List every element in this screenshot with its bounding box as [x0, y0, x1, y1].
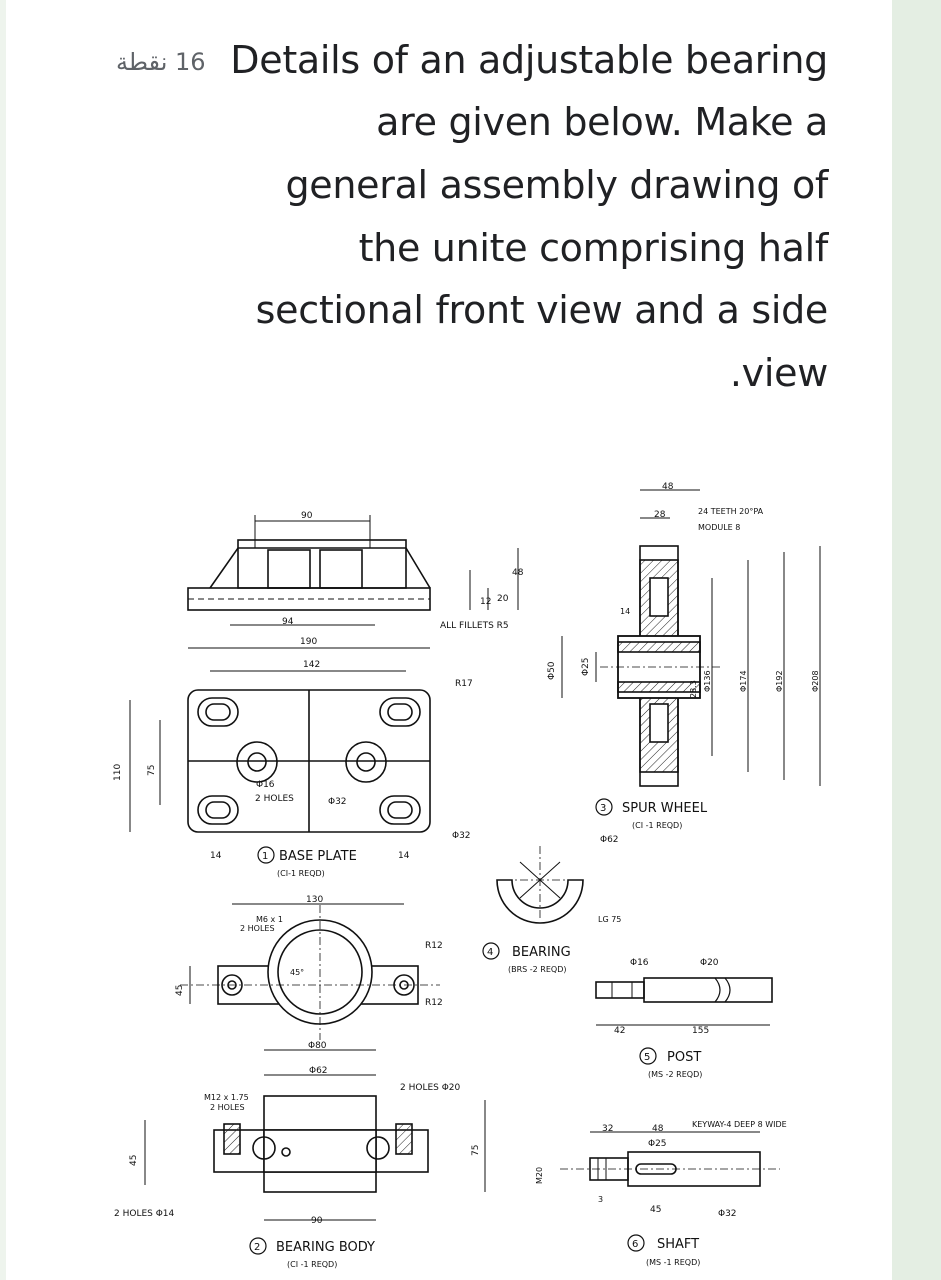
shaft-sub: (MS -1 REQD) — [646, 1258, 701, 1267]
dim-94: 94 — [282, 617, 294, 627]
dim-p136: Φ136 — [703, 670, 712, 692]
dim-p62-b: Φ62 — [600, 835, 619, 845]
dim-r12-b: R12 — [425, 998, 443, 1008]
question-line-5: sectional front view and a side — [255, 288, 828, 332]
dim-12: 12 — [480, 597, 492, 607]
shaft-view — [560, 1132, 780, 1186]
shaft-label: SHAFT — [657, 1237, 700, 1252]
dim-p192: Φ192 — [775, 670, 784, 692]
two-holes-b-note: 2 HOLES — [210, 1103, 245, 1112]
dim-90-b: 90 — [311, 1216, 323, 1226]
dim-28-3: 28.3 — [689, 680, 698, 698]
dim-m20: M20 — [535, 1166, 544, 1184]
module-note: MODULE 8 — [698, 523, 741, 532]
keyway-note: KEYWAY-4 DEEP 8 WIDE — [692, 1120, 787, 1129]
dim-p32-a: Φ32 — [328, 797, 347, 807]
lg-note: LG 75 — [598, 915, 622, 924]
question-line-4: the unite comprising half — [358, 226, 828, 270]
bearing-body-sub: (CI -1 REQD) — [287, 1260, 338, 1269]
spur-wheel-view — [562, 490, 820, 786]
right-margin — [892, 0, 941, 1280]
dim-32-shaft: 32 — [602, 1124, 614, 1134]
dim-14-a: 14 — [210, 851, 222, 861]
spur-wheel-sub: (CI -1 REQD) — [632, 821, 683, 830]
dim-45-a: 45 — [175, 984, 185, 996]
dim-190: 190 — [300, 637, 318, 647]
dim-48-b: 48 — [662, 482, 674, 492]
bearing-body-top-view — [180, 904, 440, 1040]
post-no: 5 — [644, 1052, 651, 1063]
post-label: POST — [667, 1050, 702, 1065]
fillets-note: ALL FILLETS R5 — [440, 621, 509, 631]
base-plate-label: BASE PLATE — [279, 849, 357, 864]
two-holes-note: 2 HOLES — [240, 924, 275, 933]
dim-14-c: 14 — [620, 607, 631, 616]
dim-90-a: 90 — [301, 511, 313, 521]
question-line-1: Details of an adjustable bearing — [230, 38, 828, 82]
dim-48: 48 — [512, 568, 524, 578]
points-label: 16 نقطة — [116, 48, 206, 76]
bearing-sub: (BRS -2 REQD) — [508, 965, 567, 974]
dim-110: 110 — [113, 763, 123, 781]
holes-14-note: 2 HOLES Φ14 — [114, 1209, 175, 1219]
bearing-body-label: BEARING BODY — [276, 1240, 375, 1255]
question-line-6: .view — [729, 351, 828, 395]
dim-p20-a: Φ20 — [700, 958, 719, 968]
bearing-no: 4 — [487, 947, 494, 958]
bearing-label: BEARING — [512, 945, 571, 960]
dim-p16-b: Φ16 — [630, 958, 649, 968]
dim-p32-shaft: Φ32 — [718, 1209, 737, 1219]
dim-45-b: 45 — [129, 1154, 139, 1166]
bearing-part-view — [497, 846, 583, 923]
holes-16-note: 2 HOLES — [255, 794, 294, 804]
dim-75: 75 — [147, 764, 157, 776]
base-plate-top-view — [130, 648, 430, 832]
dim-r12-a: R12 — [425, 941, 443, 951]
question-line-2: are given below. Make a — [376, 100, 828, 144]
dim-45-shaft: 45 — [650, 1205, 662, 1215]
dim-p62-a: Φ62 — [309, 1066, 328, 1076]
dim-p16: Φ16 — [256, 780, 275, 790]
dim-p208: Φ208 — [811, 670, 820, 692]
dim-155: 155 — [692, 1026, 710, 1036]
holes-20-note: 2 HOLES Φ20 — [400, 1083, 461, 1093]
question-line-3: general assembly drawing of — [285, 163, 828, 207]
m6-note: M6 x 1 — [256, 915, 283, 924]
dim-p174: Φ174 — [739, 670, 748, 692]
spur-wheel-label: SPUR WHEEL — [622, 801, 708, 816]
bearing-body-no: 2 — [254, 1242, 261, 1253]
dim-130: 130 — [306, 895, 324, 905]
dim-p32-b: Φ32 — [452, 831, 471, 841]
dim-75-b: 75 — [471, 1144, 481, 1156]
post-view — [596, 978, 772, 1025]
base-plate-sub: (CI-1 REQD) — [277, 869, 325, 878]
angle-note: 45° — [290, 968, 305, 977]
base-plate-front-view — [188, 515, 518, 625]
base-plate-no: 1 — [262, 851, 269, 862]
dim-20: 20 — [497, 594, 509, 604]
spur-wheel-no: 3 — [600, 803, 607, 814]
dim-14-b: 14 — [398, 851, 410, 861]
dim-p80: Φ80 — [308, 1041, 327, 1051]
post-sub: (MS -2 REQD) — [648, 1070, 703, 1079]
dim-142: 142 — [303, 660, 321, 670]
dim-p25-b: Φ25 — [648, 1139, 667, 1149]
dim-48-shaft: 48 — [652, 1124, 664, 1134]
dim-r17: R17 — [455, 679, 473, 689]
dim-p50: Φ50 — [547, 661, 557, 680]
dim-3-shaft: 3 — [598, 1195, 604, 1204]
dim-p25-a: Φ25 — [581, 657, 591, 676]
teeth-note: 24 TEETH 20°PA — [698, 507, 764, 516]
m12-note: M12 x 1.75 — [204, 1093, 249, 1102]
dim-28: 28 — [654, 510, 666, 520]
shaft-no: 6 — [632, 1239, 639, 1250]
dim-42: 42 — [614, 1026, 626, 1036]
